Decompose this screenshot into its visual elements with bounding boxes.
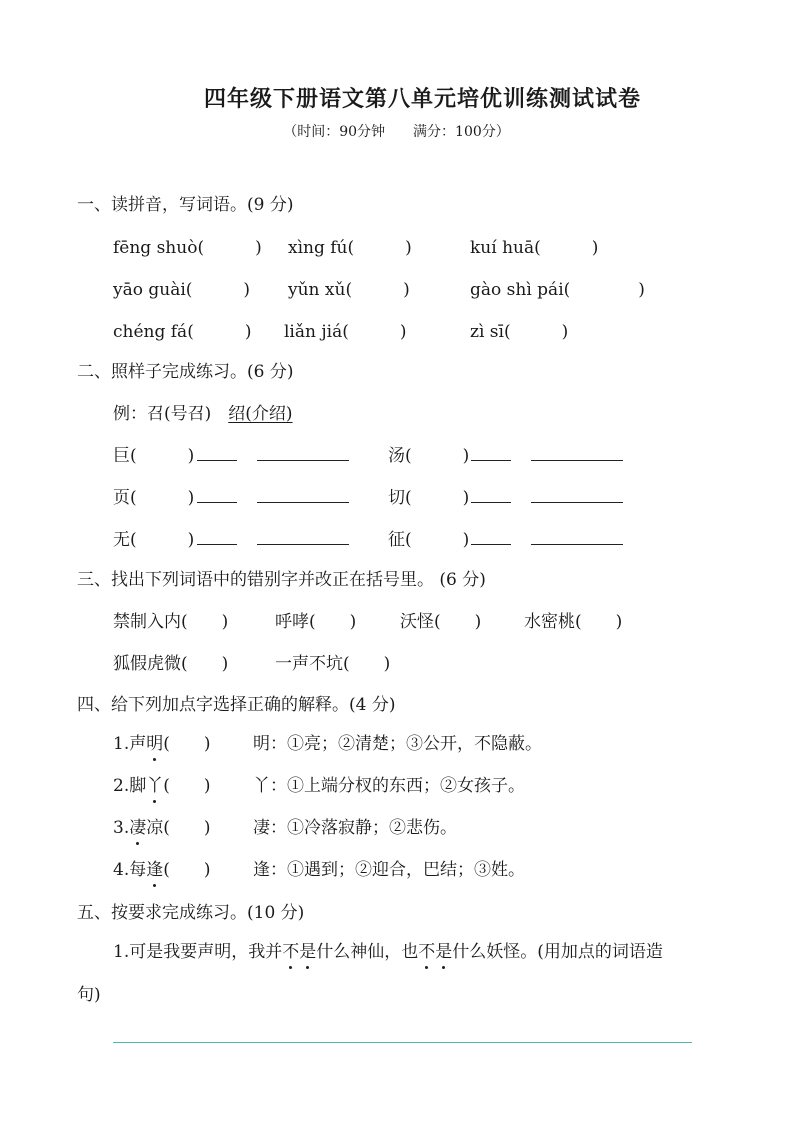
section-2-heading: 二、照样子完成练习。(6 分) — [77, 362, 294, 382]
question-5-1-cont: 句) — [77, 985, 101, 1005]
meaning-definition: 明：①亮；②清楚；③公开，不隐蔽。 — [253, 734, 542, 754]
answer-line — [113, 1042, 692, 1043]
answer-line — [197, 544, 237, 545]
pinyin-item: yǔn xǔ( ) — [288, 280, 410, 300]
meaning-item: 1.声明( ) — [113, 729, 211, 754]
answer-line — [471, 460, 511, 461]
dotted-char: 逢 — [146, 855, 163, 880]
answer-line — [257, 460, 349, 461]
dotted-char: 是 — [299, 937, 316, 962]
char-row-label: 切( ) — [388, 488, 470, 508]
example-prefix: 例：召(号召) — [113, 404, 212, 424]
pinyin-item: zì sī( ) — [470, 322, 569, 342]
answer-line — [471, 544, 511, 545]
typo-item: 狐假虎微( ) — [113, 654, 229, 674]
question-5-1: 1.可是我要声明，我并不是什么神仙，也不是什么妖怪。(用加点的词语造 — [113, 937, 663, 962]
char-row-label: 征( ) — [388, 530, 470, 550]
meaning-definition: 丫：①上端分杈的东西；②女孩子。 — [253, 776, 525, 796]
dotted-char: 是 — [435, 937, 452, 962]
answer-line — [257, 502, 349, 503]
pinyin-item: yāo guài( ) — [113, 280, 251, 300]
meaning-definition: 逢：①遇到；②迎合，巴结；③姓。 — [253, 860, 525, 880]
dotted-char: 明 — [146, 729, 163, 754]
pinyin-item: liǎn jiá( ) — [284, 322, 407, 342]
answer-line — [197, 502, 237, 503]
section-1-heading: 一、读拼音，写词语。(9 分) — [77, 195, 294, 215]
section-3-heading: 三、找出下列词语中的错别字并改正在括号里。 (6 分) — [77, 570, 486, 590]
typo-item: 禁制入内( ) — [113, 612, 229, 632]
typo-item: 一声不坑( ) — [275, 654, 391, 674]
pinyin-item: fēng shuò( ) — [113, 238, 262, 258]
answer-line — [197, 460, 237, 461]
pinyin-item: kuí huā( ) — [470, 238, 599, 258]
exam-meta: （时间：90分钟 满分：100分） — [283, 124, 510, 140]
section-4-heading: 四、给下列加点字选择正确的解释。(4 分) — [77, 695, 396, 715]
typo-item: 水密桃( ) — [524, 612, 623, 632]
meaning-item: 4.每逢( ) — [113, 855, 211, 880]
example — [113, 399, 293, 424]
page-title: 四年级下册语文第八单元培优训练测试试卷 — [203, 86, 641, 112]
example-answer: 绍(介绍) — [228, 404, 293, 424]
dotted-char: 凄 — [129, 813, 146, 838]
char-row-label: 汤( ) — [388, 446, 470, 466]
typo-item: 呼哮( ) — [275, 612, 357, 632]
char-row-label: 无( ) — [113, 530, 195, 550]
section-5-heading: 五、按要求完成练习。(10 分) — [77, 903, 305, 923]
pinyin-item: gào shì pái( ) — [470, 280, 645, 300]
char-row-label: 页( ) — [113, 488, 195, 508]
answer-line — [257, 544, 349, 545]
dotted-char: 不 — [418, 937, 435, 962]
pinyin-item: xìng fú( ) — [288, 238, 412, 258]
char-row-label: 巨( ) — [113, 446, 195, 466]
typo-item: 沃怪( ) — [400, 612, 482, 632]
pinyin-item: chéng fá( ) — [113, 322, 252, 342]
meaning-definition: 凄：①冷落寂静；②悲伤。 — [253, 818, 457, 838]
answer-line — [531, 544, 623, 545]
answer-line — [471, 502, 511, 503]
meaning-item: 3.凄凉( ) — [113, 813, 211, 838]
dotted-char: 不 — [282, 937, 299, 962]
dotted-char: 丫 — [146, 771, 163, 796]
meaning-item: 2.脚丫( ) — [113, 771, 211, 796]
answer-line — [531, 502, 623, 503]
answer-line — [531, 460, 623, 461]
